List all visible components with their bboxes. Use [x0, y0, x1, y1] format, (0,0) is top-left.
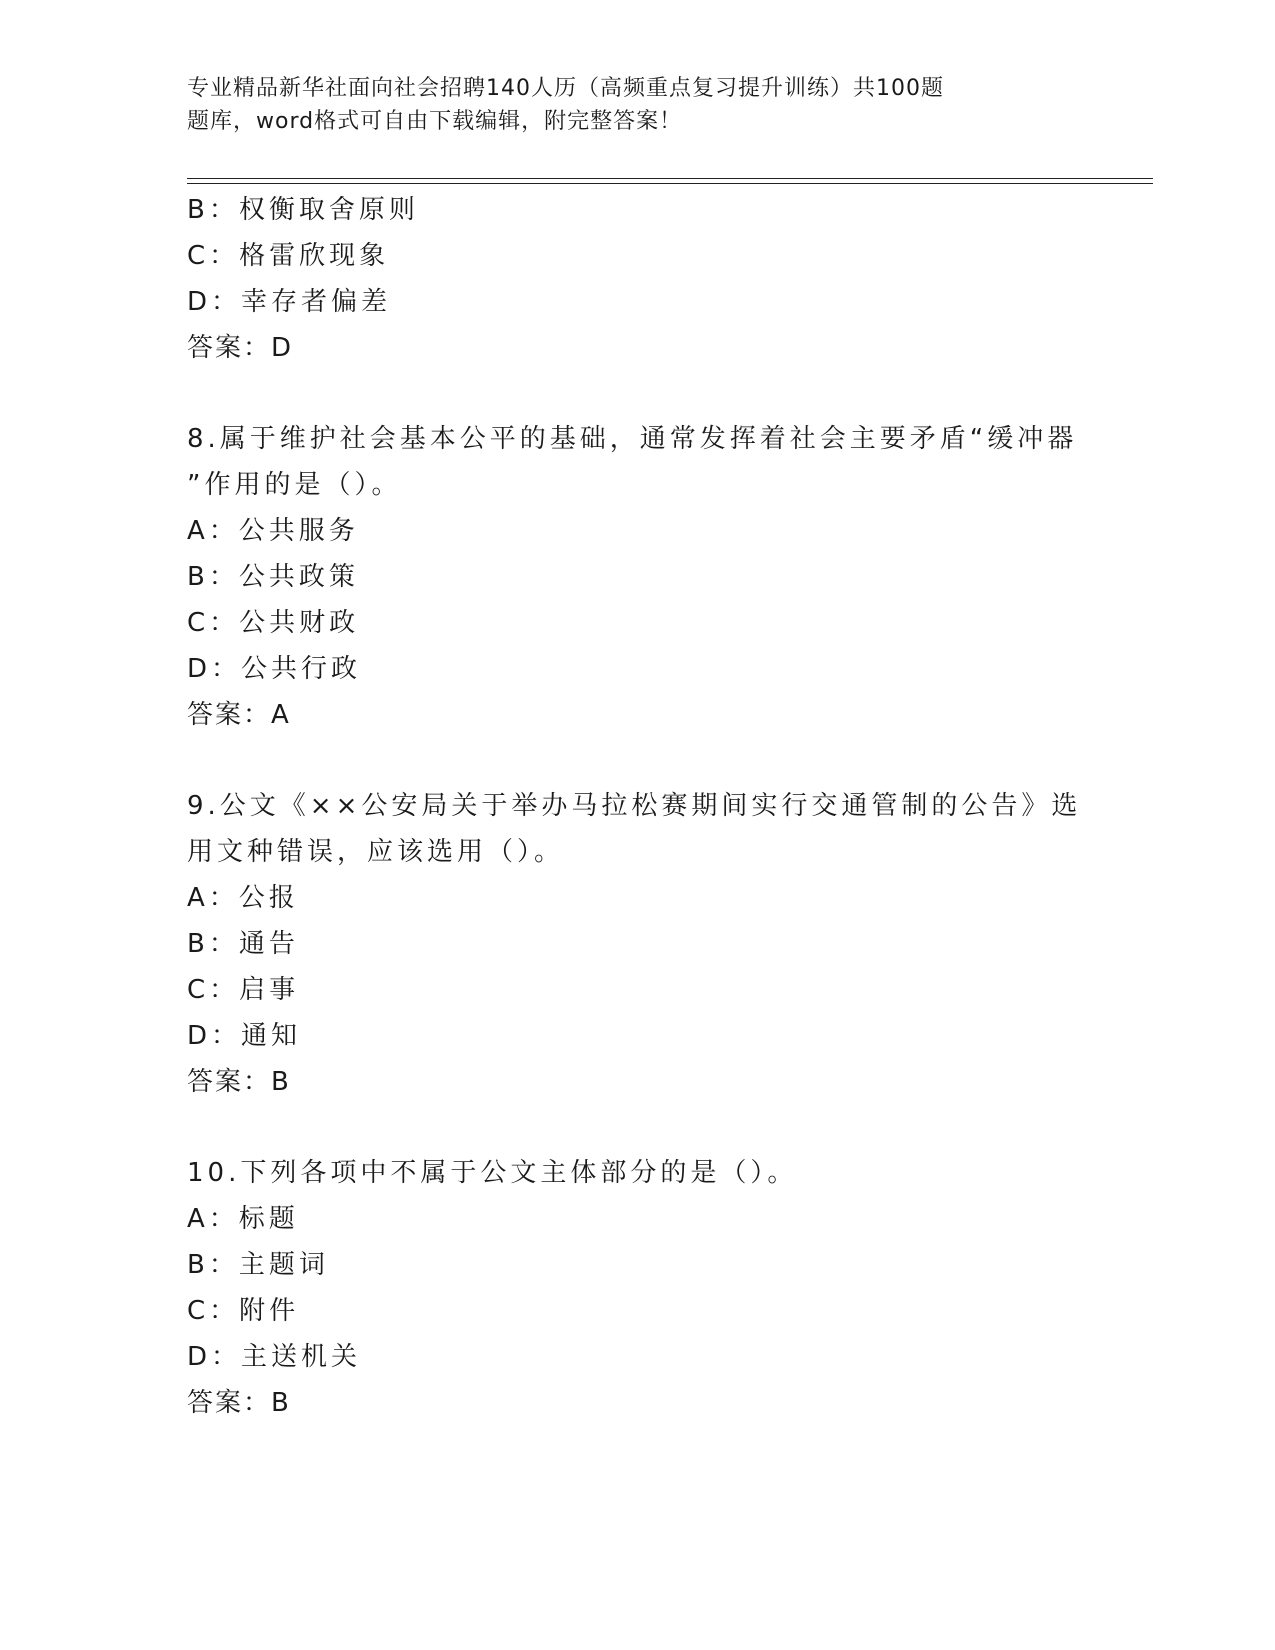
header-divider-bottom — [187, 183, 1153, 184]
question-line: A：公共服务 — [187, 516, 359, 546]
question-line: 10.下列各项中不属于公文主体部分的是（）。 — [187, 1158, 798, 1188]
question-line: C：启事 — [187, 975, 300, 1005]
question-line: B：主题词 — [187, 1250, 329, 1280]
question-line: 8.属于维护社会基本公平的基础，通常发挥着社会主要矛盾“缓冲器 — [187, 424, 1078, 454]
question-line: B：通告 — [187, 929, 299, 959]
question-line: D：主送机关 — [187, 1342, 362, 1372]
question-line: C：附件 — [187, 1296, 300, 1326]
header-line-2: 题库，word格式可自由下载编辑，附完整答案！ — [187, 109, 683, 134]
question-line: ”作用的是（）。 — [187, 470, 402, 500]
question-line: D：幸存者偏差 — [187, 287, 392, 317]
answer-line: 答案：D — [187, 333, 294, 363]
question-line: D：公共行政 — [187, 654, 362, 684]
question-line: B：权衡取舍原则 — [187, 195, 419, 225]
answer-line: 答案：A — [187, 700, 291, 730]
question-line: B：公共政策 — [187, 562, 359, 592]
header-divider-top — [187, 178, 1153, 179]
header-line-1: 专业精品新华社面向社会招聘140人历（高频重点复习提升训练）共100题 — [187, 76, 944, 101]
question-line: 用文种错误，应该选用（）。 — [187, 837, 565, 867]
question-line: C：格雷欣现象 — [187, 241, 390, 271]
question-line: A：公报 — [187, 883, 299, 913]
question-line: C：公共财政 — [187, 608, 360, 638]
document-header — [187, 72, 1087, 138]
answer-line: 答案：B — [187, 1388, 291, 1418]
question-line: D：通知 — [187, 1021, 302, 1051]
answer-line: 答案：B — [187, 1067, 291, 1097]
question-line: A：标题 — [187, 1204, 299, 1234]
question-line: 9.公文《××公安局关于举办马拉松赛期间实行交通管制的公告》选 — [187, 791, 1082, 821]
